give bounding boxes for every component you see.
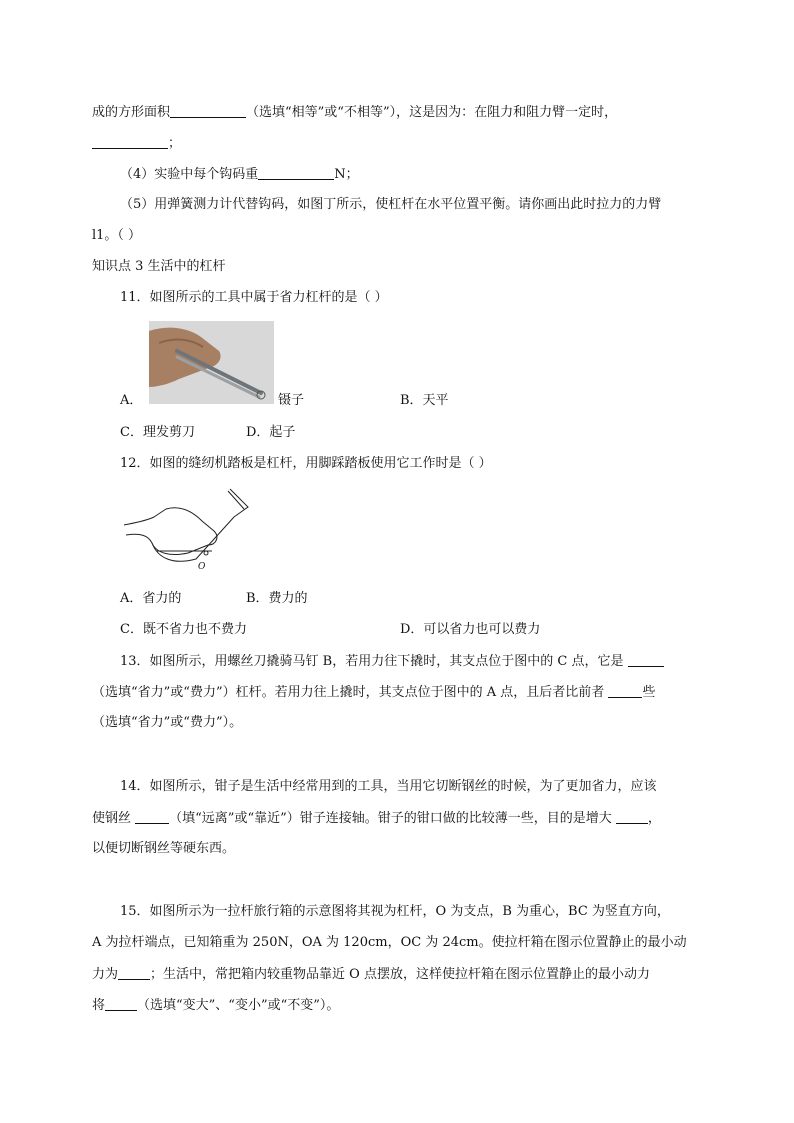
q13-line2: （选填“省力”或“费力”）杠杆。若用力往上撬时，其支点位于图中的 A 点，且后者比前者 些 [92, 685, 656, 700]
q13-line3: （选填“省力”或“费力”）。 [92, 715, 243, 730]
q13-line1: 13．如图所示，用螺丝刀撬骑马钉 B，若用力往下撬时，其支点位于图中的 C 点，它是 [120, 652, 664, 671]
answer-blank[interactable] [608, 683, 642, 698]
q14-line2: 使钢丝 （填“远离”或“靠近”）钳子连接轴。钳子的钳口做的比较薄一些，目的是增大 ， [92, 811, 661, 826]
q11-option-a-text: 镊子 [278, 393, 305, 408]
sewing-pedal-figure [122, 487, 252, 569]
section-heading: 知识点 3 生活中的杠杆 [92, 259, 226, 274]
tweezers-hand-image [149, 321, 274, 404]
q12-stem: 12．如图的缝纫机踏板是杠杆，用脚踩踏板使用它工作时是（ ） [120, 456, 492, 471]
q10-line2: ； [92, 134, 181, 153]
q15-line3: 力为 ；生活中，常把箱内较重物品靠近 O 点摆放，这样使拉杆箱在图示位置静止的最小动力 [92, 967, 650, 982]
q11-option-c: C．理发剪刀 [120, 425, 195, 440]
q11-option-a-letter: A． [120, 393, 143, 408]
q11-option-b: B．天平 [400, 393, 449, 408]
q12-option-a: A．省力的 [120, 591, 182, 606]
tweezers-photo [149, 321, 274, 404]
q10-part5-line2: l1。（ ） [92, 228, 142, 243]
q11-option-d: D．起子 [246, 425, 296, 440]
answer-blank[interactable] [105, 996, 137, 1011]
pivot-label-o: O [198, 562, 206, 572]
q11-stem: 11．如图所示的工具中属于省力杠杆的是（ ） [120, 290, 388, 305]
q12-option-b: B．费力的 [246, 591, 308, 606]
answer-blank[interactable] [92, 134, 168, 149]
q14-line1: 14．如图所示，钳子是生活中经常用到的工具，当用它切断钢丝的时候，为了更加省力，应该 [120, 779, 657, 794]
q12-option-d: D．可以省力也可以费力 [400, 622, 541, 637]
answer-blank[interactable] [628, 652, 664, 667]
q10-part5-line1: （5）用弹簧测力计代替钩码，如图丁所示，使杠杆在水平位置平衡。请你画出此时拉力的力臂 [120, 197, 662, 212]
answer-blank[interactable] [118, 965, 150, 980]
q15-line4: 将 （选填“变大”、“变小”或“不变”）。 [92, 998, 340, 1013]
q10-part4: （4）实验中每个钩码重 N； [120, 167, 359, 182]
q14-line3: 以便切断钢丝等硬东西。 [92, 841, 236, 856]
q10-line1: 成的方形面积 （选填“相等”或“不相等”），这是因为：在阻力和阻力臂一定时， [92, 105, 618, 120]
answer-blank[interactable] [258, 165, 334, 180]
answer-blank[interactable] [135, 809, 169, 824]
q15-line1: 15．如图所示为一拉杆旅行箱的示意图将其视为杠杆，O 为支点，B 为重心，BC 为竖直方向， [120, 904, 670, 919]
q15-line2: A 为拉杆端点，已知箱重为 250N，OA 为 120cm，OC 为 24cm。使拉杆箱在图示位置静止的最小动 [92, 935, 687, 950]
answer-blank[interactable] [170, 103, 246, 118]
q12-option-c: C．既不省力也不费力 [120, 622, 247, 637]
answer-blank[interactable] [616, 809, 648, 824]
